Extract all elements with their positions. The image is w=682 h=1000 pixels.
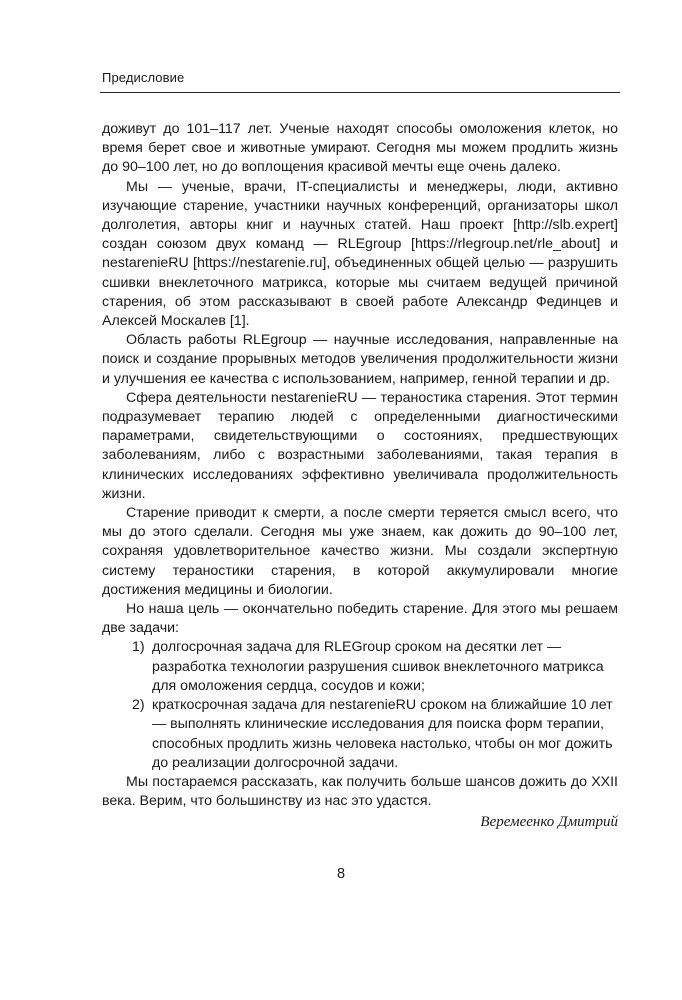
list-item-number: 1) [132, 639, 145, 656]
list-item [102, 638, 618, 696]
list-item-number: 2) [132, 697, 145, 714]
paragraph-1: доживут до 101–117 лет. Ученые находят способы омоложения клеток, но время берет свое и животные умирают. Сегодня мы можем продлить жизнь до 90–100 лет, но до воплощения красивой мечты еще очень далеко. [102, 121, 618, 176]
body-text [102, 120, 618, 833]
task-list [102, 638, 618, 772]
paragraph-5: Старение приводит к смерти, а после смерти теряется смысл всего, что мы до этого сделали. Сегодня мы уже знаем, как дожить до 90–100 лет, сохраняя удовлетворительное качество жизни. Мы создали экспертную систему тераностики старения, в которой аккумулировали многие достижения медицины и биологии. [102, 505, 618, 598]
paragraph-2: Мы — ученые, врачи, IT-специалисты и менеджеры, люди, активно изучающие старение, участники научных конференций, организаторы школ долголетия, авторы книг и научных статей. Наш проект [http://slb.expert] создан союзом двух команд — RLEgroup [https://rlegroup.net/rle_about] и nestarenieRU [https://nestarenie.ru], объединенных общей целью — разрушить сшивки внеклеточного матрикса, которые мы считаем ведущей причиной старения, об этом рассказывают в своей работе Александр Фединцев и Алексей Москалев [1]. [102, 178, 618, 330]
paragraph-6: Но наша цель — окончательно победить старение. Для этого мы решаем две задачи: [102, 601, 618, 637]
paragraph-4: Сфера деятельности nestarenieRU — тераностика старения. Этот термин подразумевает терапию людей с определенными диагностическими параметрами, свидетельствующими о состояниях, предшествующих заболеваниям, либо с возрастными заболеваниями, такая терапия в клинических исследованиях эффективно увеличивала продолжительность жизни. [102, 389, 618, 502]
list-item-text: долгосрочная задача для RLEGroup сроком на десятки лет — разработка технологии разрушения сшивок внеклеточного матрикса для омоложения сердца, сосудов и кожи; [152, 639, 604, 694]
paragraph-7: Мы постараемся рассказать, как получить больше шансов дожить до XXII века. Верим, что большинству из нас это удастся. [102, 773, 618, 810]
author-signature: Веремеенко Дмитрий [480, 814, 618, 831]
header-rule [100, 92, 620, 93]
list-item [102, 696, 618, 773]
paragraph-3: Область работы RLEgroup — научные исследования, направленные на поиск и создание прорывных методов увеличения продолжительности жизни и улучшения ее качества с использованием, например, генной терапии и др. [102, 332, 618, 387]
page-number: 8 [336, 866, 346, 882]
list-item-text: краткосрочная задача для nestarenieRU сроком на ближайшие 10 лет — выполнять клинические исследования для поиска форм терапии, способных продлить жизнь человека настолько, чтобы он мог дожить до реализации долгосрочной задачи. [152, 697, 613, 771]
running-head-title: Предисловие [102, 70, 185, 85]
